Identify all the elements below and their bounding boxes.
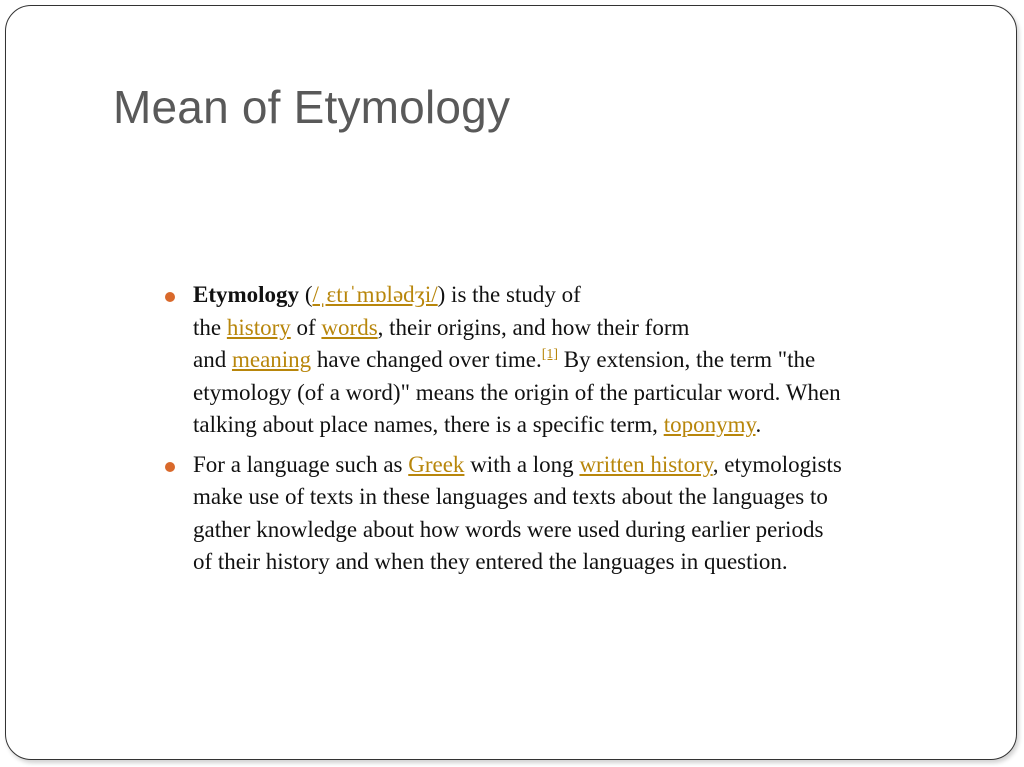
- text-segment: and: [193, 347, 232, 372]
- meaning-link[interactable]: meaning: [231, 347, 312, 372]
- text-segment: , their origins, and how their form: [377, 314, 690, 340]
- bullet-dot-icon: [165, 292, 175, 302]
- text-segment: have changed over time.: [311, 347, 542, 372]
- text-segment: of: [290, 314, 322, 340]
- text-segment: (: [299, 282, 313, 307]
- text-segment: ) is the study of: [437, 282, 581, 307]
- slide-title: Mean of Etymology: [113, 81, 511, 133]
- text-segment: .: [755, 412, 762, 437]
- term-etymology: Etymology: [193, 282, 300, 307]
- written-history-link[interactable]: written history: [579, 451, 713, 477]
- bullet-dot-icon: [165, 462, 175, 472]
- bullet-item-greek-example: [165, 449, 845, 579]
- bullet-list: [165, 279, 845, 586]
- greek-link[interactable]: Greek: [408, 451, 465, 477]
- text-segment: , etymologists make use of texts in these languages and texts about the languages to gather knowledge about how words were used during earlier periods of their history and when they entered the languages in question.: [193, 451, 842, 574]
- words-link[interactable]: words: [321, 314, 378, 340]
- bullet-item-etymology-definition: [165, 279, 845, 442]
- text-segment: with a long: [464, 451, 580, 477]
- text-segment: By extension, the term "the etymology (of a word)" means the origin of the particular word. When talking about place names, there is a specific term,: [193, 347, 841, 437]
- text-segment: the: [193, 314, 227, 340]
- history-link[interactable]: history: [226, 314, 291, 340]
- text-segment: For a language such as: [193, 451, 409, 477]
- pronunciation-link[interactable]: /ˌɛtɪˈmɒlədʒi/: [312, 282, 438, 307]
- reference-1-link[interactable]: [1]: [541, 347, 559, 362]
- toponymy-link[interactable]: toponymy: [663, 412, 756, 437]
